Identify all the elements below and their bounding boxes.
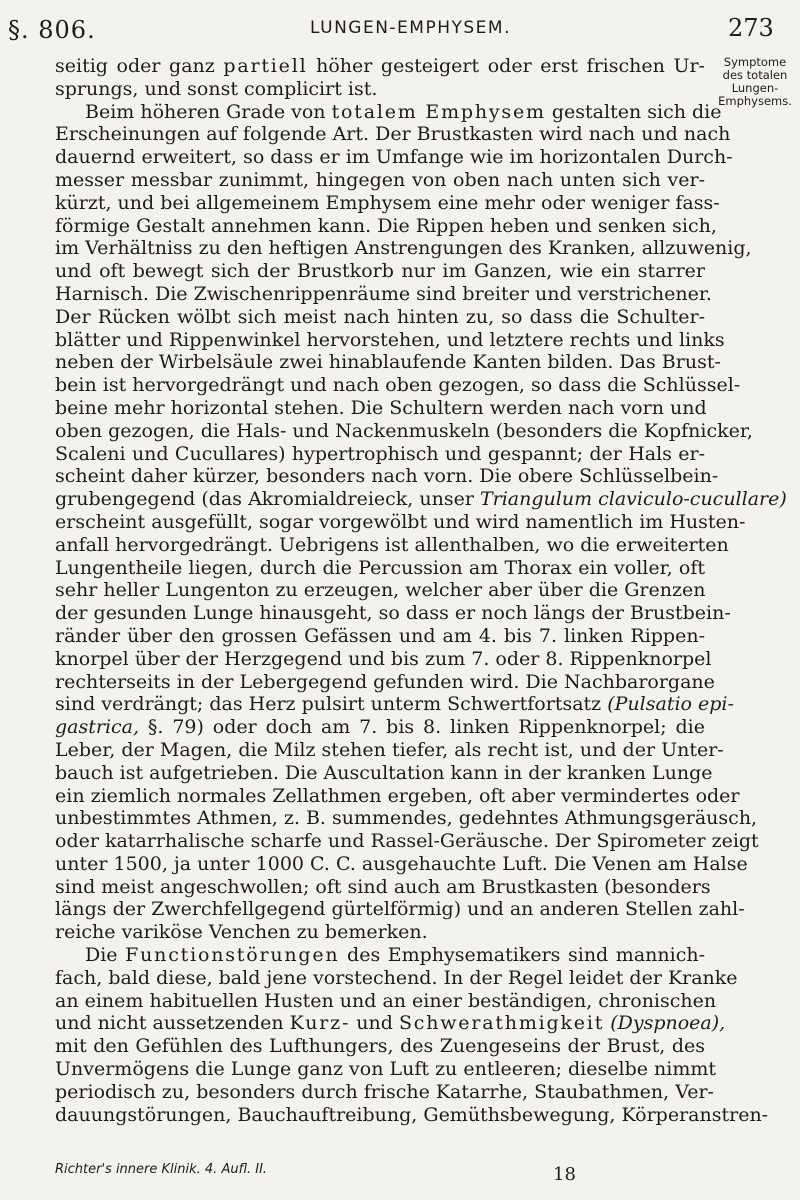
text-line: Der Rücken wölbt sich meist nach hinten zu, so dass die Schulter- bbox=[55, 305, 705, 328]
text-line: fach, bald diese, bald jene vorstechend. In der Regel leidet der Kranke bbox=[55, 966, 738, 989]
text-line: Beim höheren Grade von totalem Emphysem gestalten sich die bbox=[85, 100, 722, 123]
text-line: Scaleni und Cucullares) hypertrophisch und gespannt; der Hals er- bbox=[55, 442, 705, 465]
text-line: förmige Gestalt annehmen kann. Die Rippen heben und senken sich, bbox=[55, 214, 717, 237]
margin-note-line: des totalen bbox=[722, 68, 788, 82]
text-line: anfall hervorgedrängt. Uebrigens ist allenthalben, wo die erweiterten bbox=[55, 533, 729, 556]
text-line: oben gezogen, die Hals- und Nackenmuskeln (besonders die Kopfnicker, bbox=[55, 419, 753, 442]
text-line: mit den Gefühlen des Lufthungers, des Zuengeseins der Brust, des bbox=[55, 1035, 705, 1058]
text-line: ein ziemlich normales Zellathmen ergeben, oft aber vermindertes oder bbox=[55, 784, 740, 807]
text-line: der gesunden Lunge hinausgeht, so dass er noch längs der Brustbein- bbox=[55, 602, 731, 625]
text-line: neben der Wirbelsäule zwei hinablaufende Kanten bilden. Das Brust- bbox=[55, 351, 721, 374]
text-line: an einem habituellen Husten und an einer beständigen, chronischen bbox=[55, 989, 717, 1012]
text-line: dauungstörungen, Bauchauftreibung, Gemüthsbewegung, Körperanstren- bbox=[55, 1103, 769, 1126]
text-line: unter 1500, ja unter 1000 C. C. ausgehauchte Luft. Die Venen am Halse bbox=[55, 852, 748, 875]
text-line: blätter und Rippenwinkel hervorstehen, und letztere rechts und links bbox=[55, 328, 725, 351]
text-line: seitig oder ganz partiell höher gesteigert oder erst frischen Ur- bbox=[55, 55, 705, 77]
text-line: dauernd erweitert, so dass er im Umfange wie im horizontalen Durch- bbox=[55, 146, 733, 169]
text-line: grubengegend (das Akromialdreieck, unser Triangulum claviculo-cucullare) bbox=[55, 488, 787, 511]
text-line: bein ist hervorgedrängt und nach oben gezogen, so dass die Schlüssel- bbox=[55, 374, 741, 397]
text-line: kürzt, und bei allgemeinem Emphysem eine mehr oder weniger fass- bbox=[55, 191, 720, 214]
page-header bbox=[0, 10, 800, 44]
page-number: 273 bbox=[728, 14, 774, 42]
text-line: bauch ist aufgetrieben. Die Auscultation kann in der kranken Lunge bbox=[55, 761, 713, 784]
running-title: LUNGEN-EMPHYSEM. bbox=[310, 18, 511, 38]
footer-note: Richter's innere Klinik. 4. Aufl. II. bbox=[55, 1162, 268, 1177]
text-line: messer messbar zunimmt, hingegen von oben nach unten sich ver- bbox=[55, 168, 705, 191]
text-line: beine mehr horizontal stehen. Die Schultern werden nach vorn und bbox=[55, 396, 707, 419]
text-line: scheint daher kürzer, besonders nach vorn. Die obere Schlüsselbein- bbox=[55, 465, 719, 488]
text-line: Lungentheile liegen, durch die Percussion am Thorax ein voller, oft bbox=[55, 556, 705, 579]
text-line: gastrica, §. 79) oder doch am 7. bis 8. linken Rippenknorpel; die bbox=[55, 716, 705, 739]
text-line: erscheint ausgefüllt, sogar vorgewölbt und wird namentlich im Husten- bbox=[55, 510, 746, 533]
text-line: ränder über den grossen Gefässen und am 4. bis 7. linken Rippen- bbox=[55, 624, 705, 647]
margin-note bbox=[713, 56, 797, 108]
text-line: Unvermögens die Lunge ganz von Luft zu entleeren; dieselbe nimmt bbox=[55, 1058, 717, 1081]
text-line: knorpel über der Herzgegend und bis zum 7. oder 8. Rippenknorpel bbox=[55, 647, 712, 670]
signature-mark: 18 bbox=[553, 1164, 576, 1185]
text-line: reiche variköse Venchen zu bemerken. bbox=[55, 921, 428, 944]
text-line: rechterseits in der Lebergegend gefunden wird. Die Nachbarorgane bbox=[55, 670, 715, 693]
text-line: Harnisch. Die Zwischenrippenräume sind breiter und verstrichener. bbox=[55, 282, 712, 305]
text-line: Erscheinungen auf folgende Art. Der Brustkasten wird nach und nach bbox=[55, 123, 731, 146]
text-line: oder katarrhalische scharfe und Rassel-Geräusche. Der Spirometer zeigt bbox=[55, 830, 759, 853]
margin-note-line: Symptome bbox=[723, 55, 787, 69]
text-line: unbestimmtes Athmen, z. B. summendes, gedehntes Athmungsgeräusch, bbox=[55, 807, 758, 830]
text-line: Die Functionstörungen des Emphysematikers sind mannich- bbox=[85, 944, 705, 967]
margin-note-line: Lungen- bbox=[731, 81, 779, 95]
page-footer bbox=[55, 1162, 735, 1192]
text-line: sprungs, und sonst complicirt ist. bbox=[55, 77, 378, 100]
text-line: und oft bewegt sich der Brustkorb nur im Ganzen, wie ein starrer bbox=[55, 260, 705, 283]
text-line: Leber, der Magen, die Milz stehen tiefer, als recht ist, und der Unter- bbox=[55, 738, 724, 761]
text-line: periodisch zu, besonders durch frische Katarrhe, Staubathmen, Ver- bbox=[55, 1080, 714, 1103]
text-line: und nicht aussetzenden Kurz- und Schwerathmigkeit (Dyspnoea), bbox=[55, 1012, 726, 1035]
section-number: §. 806. bbox=[8, 16, 96, 44]
margin-note-line: Emphysems. bbox=[718, 94, 792, 108]
text-line: sind meist angeschwollen; oft sind auch am Brustkasten (besonders bbox=[55, 875, 711, 898]
text-line: sehr heller Lungenton zu erzeugen, welcher aber über die Grenzen bbox=[55, 579, 706, 602]
text-line: sind verdrängt; das Herz pulsirt unterm Schwertfortsatz (Pulsatio epi- bbox=[55, 693, 734, 716]
text-line: längs der Zwerchfellgegend gürtelförmig) und an anderen Stellen zahl- bbox=[55, 898, 745, 921]
text-line: im Verhältniss zu den heftigen Anstrengungen des Kranken, allzuwenig, bbox=[55, 237, 752, 260]
